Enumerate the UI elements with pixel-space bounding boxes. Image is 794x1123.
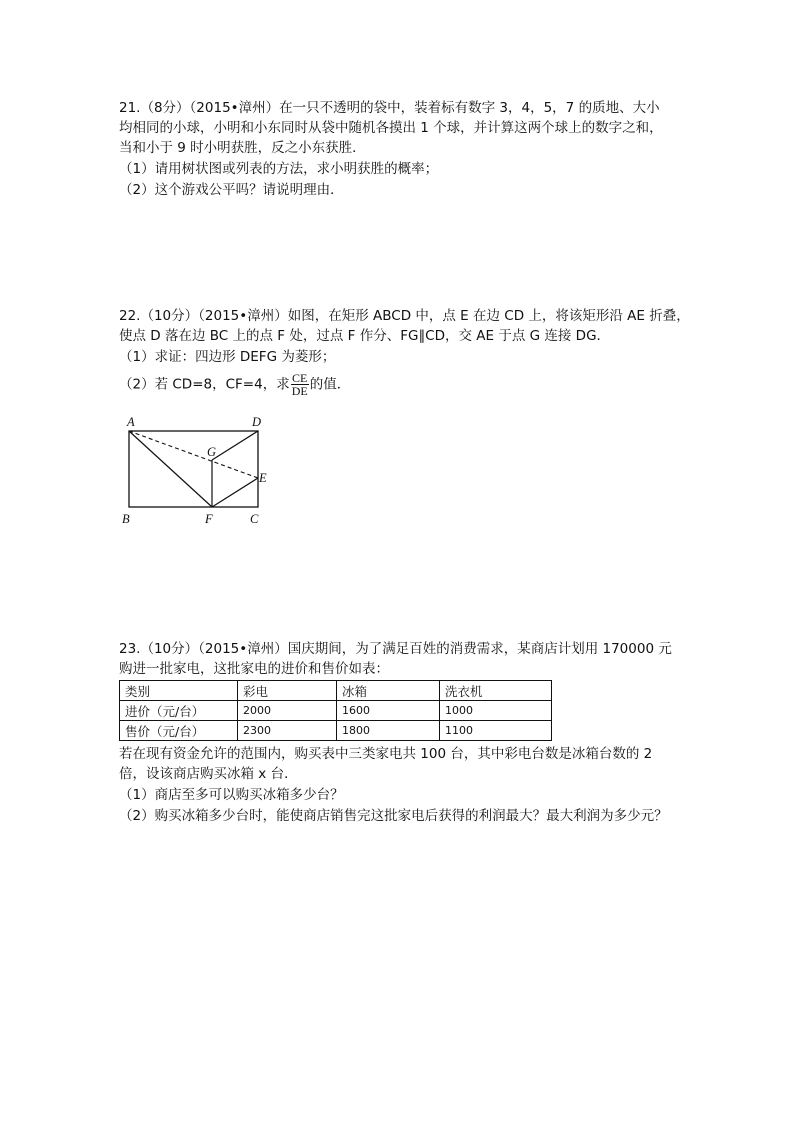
q22-line-2: 使点 D 落在边 BC 上的点 F 处，过点 F 作分、FG∥CD，交 AE 于点 G 连接 DG． [119,328,611,344]
q23-part-2: （2）购买冰箱多少台时，能使商店销售完这批家电后获得的利润最大？最大利润为多少元？ [119,808,668,824]
table-header-cell: 类别 [120,681,238,701]
q23-line-1: 23.（10分）（2015•漳州）国庆期间，为了满足百姓的消费需求，某商店计划用 170000 元 [119,641,672,657]
price-table [119,680,552,741]
table-cell: 1800 [337,721,440,741]
table-row [120,701,552,721]
table-cell: 进价（元/台） [120,701,238,721]
label-b: B [122,512,130,526]
label-d: D [252,415,262,429]
q23-part-1: （1）商店至多可以购买冰箱多少台？ [119,787,344,803]
table-header-cell: 洗衣机 [440,681,552,701]
table-row [120,721,552,741]
label-e: E [259,471,267,485]
label-a: A [127,415,135,429]
segment-fe [212,478,258,507]
segment-ae-dashed [129,431,258,478]
table-cell: 1600 [337,701,440,721]
q21-part-1: （1）请用树状图或列表的方法，求小明获胜的概率； [119,161,439,177]
table-cell: 1000 [440,701,552,721]
q22-part-2-suffix: 的值． [309,376,351,393]
table-cell: 1100 [440,721,552,741]
q21-part-2: （2）这个游戏公平吗？请说明理由． [119,182,344,198]
table-cell: 2300 [238,721,337,741]
fraction-ce-de [291,372,309,397]
fraction-denominator: DE [291,384,308,398]
table-cell: 2000 [238,701,337,721]
q21-line-2: 均相同的小球，小明和小东同时从袋中随机各摸出 1 个球，并计算这两个球上的数字之和， [119,120,663,136]
rectangle-abcd [129,431,258,507]
label-c: C [250,512,259,526]
rectangle-fold-figure [112,410,282,530]
q23-line-4: 倍，设该商店购买冰箱 x 台． [119,766,298,782]
segment-af [129,431,212,507]
label-g: G [207,445,217,459]
q21-line-1: 21.（8分）（2015•漳州）在一只不透明的袋中，装着标有数字 3，4，5，7 的质地、大小 [119,100,660,116]
table-header-cell: 冰箱 [337,681,440,701]
q23-line-2: 购进一批家电，这批家电的进价和售价如表： [119,661,389,677]
q23-line-3: 若在现有资金允许的范围内，购买表中三类家电共 100 台，其中彩电台数是冰箱台数的 2 [119,746,653,762]
q21-line-3: 当和小于 9 时小明获胜，反之小东获胜． [119,140,366,156]
table-cell: 售价（元/台） [120,721,238,741]
q22-line-1: 22.（10分）（2015•漳州）如图，在矩形 ABCD 中，点 E 在边 CD 上，将该矩形沿 AE 折叠， [119,308,690,324]
table-header-cell: 彩电 [238,681,337,701]
table-header-row [120,681,552,701]
q22-part-2 [119,372,350,397]
q22-part-1: （1）求证：四边形 DEFG 为菱形； [119,349,336,365]
q22-part-2-prefix: （2）若 CD=8，CF=4，求 [119,376,290,393]
fraction-numerator: CE [292,371,308,385]
segment-gd [212,431,258,460]
label-f: F [205,512,213,526]
